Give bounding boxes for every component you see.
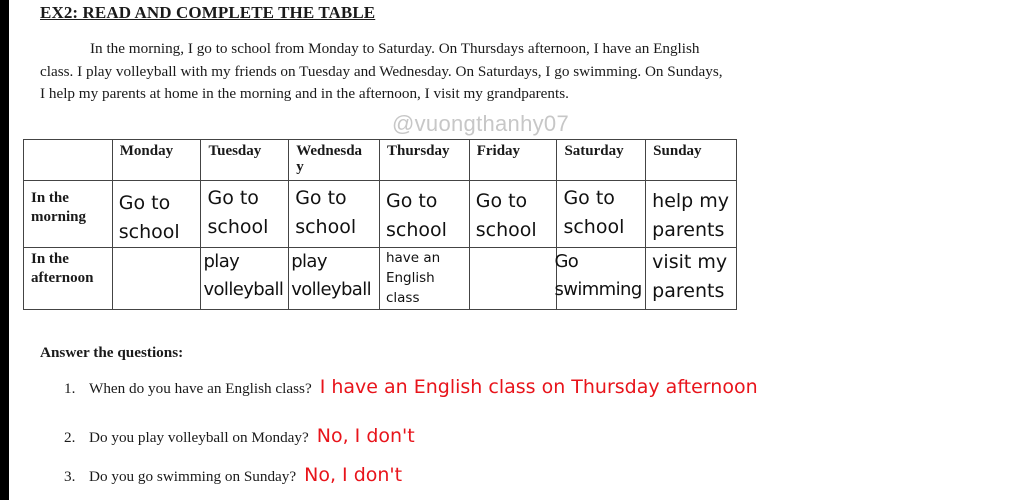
cell-afternoon-tuesday bbox=[201, 248, 289, 310]
cell-afternoon-saturday bbox=[554, 248, 646, 310]
question-text: Do you play volleyball on Monday? bbox=[89, 429, 309, 446]
left-border bbox=[0, 0, 9, 500]
day-sunday: Sunday bbox=[646, 140, 737, 181]
handwritten-entry: Go swimming bbox=[554, 251, 642, 300]
questions-heading: Answer the questions: bbox=[40, 344, 184, 361]
table-row-afternoon bbox=[24, 248, 737, 310]
reading-passage: In the morning, I go to school from Monday to Saturday. On Thursdays afternoon, I have an English class. I play volleyball with my friends on Tuesday and Wednesday. On Saturdays, I go swimming. On Sundays, I help my parents at home in the morning and in the afternoon, I visit my grandparents. bbox=[40, 40, 723, 103]
day-saturday: Saturday bbox=[557, 140, 646, 181]
handwritten-answer: I have an English class on Thursday afternoon bbox=[319, 376, 758, 398]
day-wednesday: Wednesda y bbox=[289, 140, 380, 181]
cell-morning-monday bbox=[112, 181, 201, 248]
handwritten-entry: Go to school bbox=[295, 187, 357, 238]
handwritten-entry: Go to school bbox=[385, 190, 447, 241]
handwritten-entry bbox=[470, 248, 557, 251]
cell-afternoon-friday bbox=[469, 248, 557, 310]
schedule-table bbox=[23, 139, 737, 310]
question-item bbox=[64, 464, 402, 486]
cell-morning-thursday bbox=[379, 181, 469, 248]
row-label-afternoon: In the afternoon bbox=[24, 248, 113, 310]
handwritten-answer: No, I don't bbox=[316, 425, 415, 447]
watermark: @vuongthanhy07 bbox=[392, 111, 569, 136]
day-friday: Friday bbox=[469, 140, 557, 181]
handwritten-entry: play volleyball bbox=[203, 251, 284, 300]
question-number: 3. bbox=[64, 468, 76, 485]
handwritten-entry bbox=[113, 248, 201, 251]
cell-afternoon-monday bbox=[112, 248, 201, 310]
handwritten-entry: help my parents bbox=[652, 190, 730, 241]
cell-morning-wednesday bbox=[289, 181, 380, 248]
cell-morning-saturday bbox=[557, 181, 646, 248]
handwritten-entry: Go to school bbox=[118, 192, 180, 243]
question-item bbox=[64, 376, 758, 398]
handwritten-entry: Go to school bbox=[563, 187, 625, 238]
handwritten-entry: have an English class bbox=[385, 250, 441, 306]
corner-cell bbox=[24, 140, 113, 181]
day-tuesday: Tuesday bbox=[201, 140, 289, 181]
handwritten-entry: visit my parents bbox=[652, 251, 728, 302]
cell-morning-friday bbox=[469, 181, 557, 248]
table-header-row bbox=[24, 140, 737, 181]
question-number: 2. bbox=[64, 429, 76, 446]
handwritten-entry: Go to school bbox=[207, 187, 269, 238]
table-row-morning bbox=[24, 181, 737, 248]
day-thursday: Thursday bbox=[379, 140, 469, 181]
day-monday: Monday bbox=[112, 140, 201, 181]
handwritten-entry: play volleyball bbox=[291, 251, 372, 300]
cell-morning-tuesday bbox=[201, 181, 289, 248]
row-label-morning: In the morning bbox=[24, 181, 113, 248]
handwritten-answer: No, I don't bbox=[304, 464, 403, 486]
question-number: 1. bbox=[64, 380, 76, 397]
exercise-title: EX2: READ AND COMPLETE THE TABLE bbox=[40, 3, 376, 22]
cell-morning-sunday bbox=[646, 181, 737, 248]
cell-afternoon-thursday bbox=[379, 248, 469, 310]
question-text: When do you have an English class? bbox=[89, 380, 312, 397]
cell-afternoon-wednesday bbox=[289, 248, 380, 310]
handwritten-entry: Go to school bbox=[475, 190, 537, 241]
question-text: Do you go swimming on Sunday? bbox=[89, 468, 297, 485]
cell-afternoon-sunday bbox=[646, 248, 737, 310]
question-item bbox=[64, 425, 415, 447]
